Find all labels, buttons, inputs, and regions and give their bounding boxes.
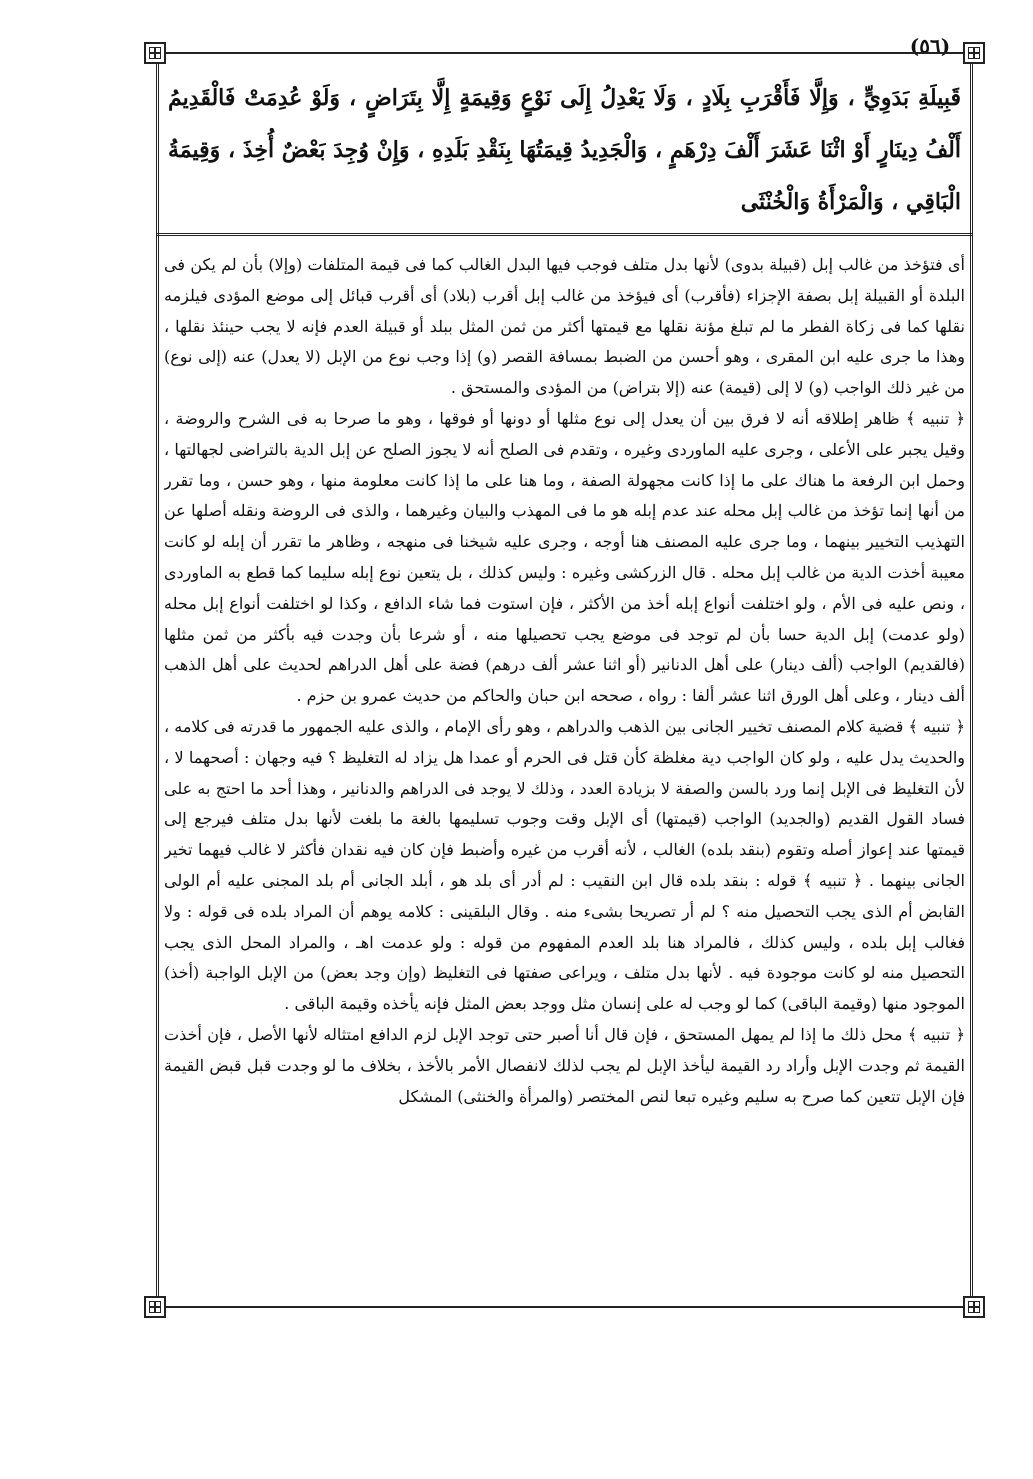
page-frame — [146, 52, 983, 1308]
commentary — [164, 250, 965, 1290]
corner-ornament-icon — [144, 1296, 166, 1318]
section-divider — [156, 233, 973, 236]
tanbih-paragraph: ﴿ تنبيه ﴾ محل ذلك ما إذا لم يمهل المستحق ، فإن قال أنا أصبر حتى توجد الإبل لزم الدافع امتثاله لأنها الأصل ، فإن أخذت القيمة ثم وجدت الإبل وأراد رد القيمة ليأخذ الإبل لم يجب لذلك لانفصال الأمر بالأخذ ، بخلاف ما لو وجدت قبل قبض القيمة فإن الإبل تتعين كما صرح به سليم وغيره تبعا لنص المختصر (والمرأة والخنثى) المشكل — [164, 1024, 965, 1106]
matn-text: قَبِيلَةِ بَدَوِيٍّ ، وَإِلَّا فَأَقْرَبِ بِلَادٍ ، وَلَا يَعْدِلُ إِلَى نَوْعٍ وَقِيمَةٍ إِلَّا بِتَرَاضٍ ، وَلَوْ عُدِمَتْ فَالْقَدِيمُ أَلْفُ دِينَارٍ أَوْ اثْنَا عَشَرَ أَلْفَ دِرْهَمٍ ، وَالْجَدِيدُ قِيمَتُهَا بِنَقْدِ بَلَدِهِ ، وَإِنْ وُجِدَ بَعْضٌ أُخِذَ ، وَقِيمَةُ الْبَاقِي ، وَالْمَرْأَةُ وَالْخُنْثَى — [168, 85, 961, 215]
tanbih-paragraph: ﴿ تنبيه ﴾ قضية كلام المصنف تخيير الجانى بين الذهب والدراهم ، وهو رأى الإمام ، والذى عليه الجمهور ما قدرته فى كلامه ، والحديث يدل عليه ، ولو كان الواجب دية مغلظة كأن قتل فى الحرم أو عمدا هل يزاد له التغليظ ؟ فيه وجهان : أصحهما لا ، لأن التغليظ فى الإبل إنما ورد بالسن والصفة لا بزيادة العدد ، وذلك لا يوجد فى الدراهم والدنانير ، وهذا أحد ما احتج به على فساد القول القديم (والجديد) الواجب (قيمتها) أى الإبل وقت وجوب تسليمها بالغة ما بلغت لأنها بدل متلف فيرجع إلى قيمتها عند إعواز أصله وتقوم (بنقد بلده) الغالب ، لأنه أقرب من غيره وأضبط فإن كان فيه نقدان فأكثر لا غالب فيهما تخير الجانى بينهما . ﴿ تنبيه ﴾ قوله : بنقد بلده قال ابن النقيب : لم أدر أى بلد هو ، أبلد الجانى أم بلد المجنى عليه أم الولى القابض أم الذى يجب التحصيل منه ؟ لم أر تصريحا بشىء منه . وقال البلقينى : كلامه يوهم أن المراد بلده فى قوله : ولا فغالب إبل بلده ، وليس كذلك ، فالمراد هنا بلد العدم المفهوم من قوله : ولو عدمت اهـ ، والمراد المحل الذى يجب التحصيل منه لو كانت موجودة فيه . لأنها بدل متلف ، ويراعى صفتها فى التغليظ (وإن وجد بعض) من الإبل الواجبة (أخذ) الموجود منها (وقيمة الباقى) كما لو وجب له على إنسان مثل ووجد بعض المثل فإنه يأخذه وقيمة الباقى . — [164, 716, 965, 1014]
corner-ornament-icon — [144, 42, 166, 64]
corner-ornament-icon — [963, 1296, 985, 1318]
tanbih-paragraph: ﴿ تنبيه ﴾ ظاهر إطلاقه أنه لا فرق بين أن يعدل إلى نوع مثلها أو دونها أو فوقها ، وهو ما صرحا به فى الشرح والروضة ، وقيل يجبر على الأعلى ، وجرى عليه الماوردى وغيره ، وتقدم فى الصلح أنه لا يجوز الصلح عن إبل الدية بالتراضى لجهالتها ، وحمل ابن الرفعة ما هناك على ما إذا كانت مجهولة الصفة ، وما هنا على ما إذا كانت معلومة منها ، وهو حسن ، وما تقرر من أنها إنما تؤخذ من غالب إبل محله عند عدم إبله هو ما فى المهذب والبيان وغيرهما ، والذى فى الروضة ونقله أصلها عن التهذيب التخيير بينهما ، وما جرى عليه المصنف هنا أوجه ، وجرى عليه شيخنا فى منهجه ، وظاهر ما تقرر أن إبله لو كانت معيبة أخذت الدية من غالب إبل محله . قال الزركشى وغيره : وليس كذلك ، بل يتعين نوع إبله سليما كما قطع به الماوردى ، ونص عليه فى الأم ، ولو اختلفت أنواع إبله أخذ من الأكثر ، فإن استوت فما شاء الدافع ، وكذا لو اختلفت أنواع إبل محله (ولو عدمت) إبل الدية حسا بأن لم توجد فى موضع يجب تحصيلها منه ، أو شرعا بأن وجدت فيه بأكثر من ثمن مثلها (فالقديم) الواجب (ألف دينار) على أهل الدنانير (أو اثنا عشر ألف درهم) فضة على أهل الدراهم لحديث على أهل الذهب ألف دينار ، وعلى أهل الورق اثنا عشر ألفا : رواه ، صححه ابن حبان والحاكم من حديث عمرو بن حزم . — [164, 408, 965, 706]
page-number: (٥٦) — [909, 34, 951, 58]
commentary-paragraph: أى فتؤخذ من غالب إبل (قبيلة بدوى) لأنها بدل متلف فوجب فيها البدل الغالب كما فى قيمة المتلفات (وإلا) بأن لم يكن فى البلدة أو القبيلة إبل بصفة الإجزاء (فأقرب) أى فيؤخذ من غالب إبل أقرب (بلاد) أى أقرب قبائل إلى موضع المؤدى فيلزمه نقلها كما فى زكاة الفطر ما لم تبلغ مؤنة نقلها مع قيمتها أكثر من ثمن المثل ببلد أو قبيلة العدم فإنه لا يجب حينئذ نقلها ، وهذا ما جرى عليه ابن المقرى ، وهو أحسن من الضبط بمسافة القصر (و) إذا وجب نوع من الإبل (لا يعدل) عنه (إلى نوع) من غير ذلك الواجب (و) لا إلى (قيمة) عنه (إلا بتراض) من المؤدى والمستحق . — [164, 255, 965, 398]
corner-ornament-icon — [963, 42, 985, 64]
